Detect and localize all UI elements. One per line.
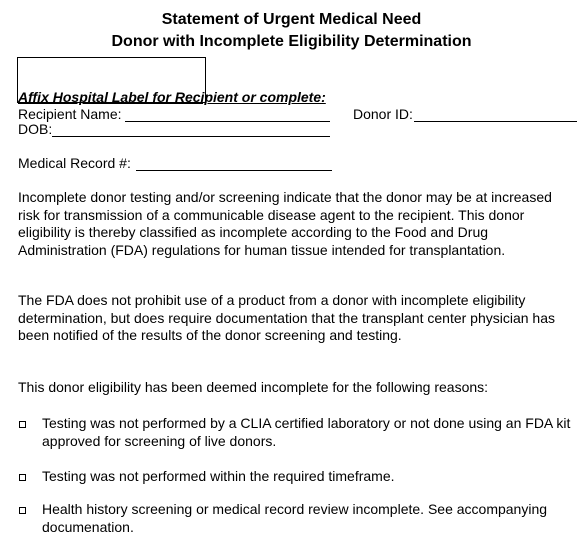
affix-label-instruction: Affix Hospital Label for Recipient or complete:: [18, 89, 326, 105]
reasons-intro: This donor eligibility has been deemed incomplete for the following reasons:: [18, 379, 489, 395]
medical-record-field[interactable]: [136, 170, 332, 171]
recipient-name-field[interactable]: [125, 121, 330, 122]
reason-item-2: Testing was not performed within the required timeframe.: [42, 468, 395, 484]
recipient-name-label: Recipient Name:: [18, 106, 122, 122]
dob-field[interactable]: [52, 136, 330, 137]
medical-record-label: Medical Record #:: [18, 155, 131, 171]
reason-item-3: Health history screening or medical record review incomplete. See accompanying documenation.: [42, 501, 548, 535]
reason-item-1: Testing was not performed by a CLIA certified laboratory or not done using an FDA kit approved for screening of live donors.: [42, 415, 571, 449]
reason-checkbox-2[interactable]: [19, 474, 26, 481]
donor-id-field[interactable]: [414, 121, 577, 122]
donor-id-label: Donor ID:: [353, 106, 413, 122]
dob-label: DOB:: [18, 121, 53, 137]
document-title-line-2: Donor with Incomplete Eligibility Determination: [111, 33, 472, 50]
reason-checkbox-3[interactable]: [19, 507, 26, 514]
reason-checkbox-1[interactable]: [19, 421, 26, 428]
document-title-line-1: Statement of Urgent Medical Need: [161, 11, 422, 28]
paragraph-incomplete-testing: Incomplete donor testing and/or screening indicate that the donor may be at increased risk for transmission of a communicable disease agent to the recipient. This donor eligibility is thereby classified as incomplete according to the Food and Drug Administration (FDA) regulations for human tissue intended for transplantation.: [18, 189, 552, 258]
paragraph-fda-documentation: The FDA does not prohibit use of a product from a donor with incomplete eligibility determination, but does require documentation that the transplant center physician has been notified of the results of the donor screening and testing.: [18, 292, 555, 343]
